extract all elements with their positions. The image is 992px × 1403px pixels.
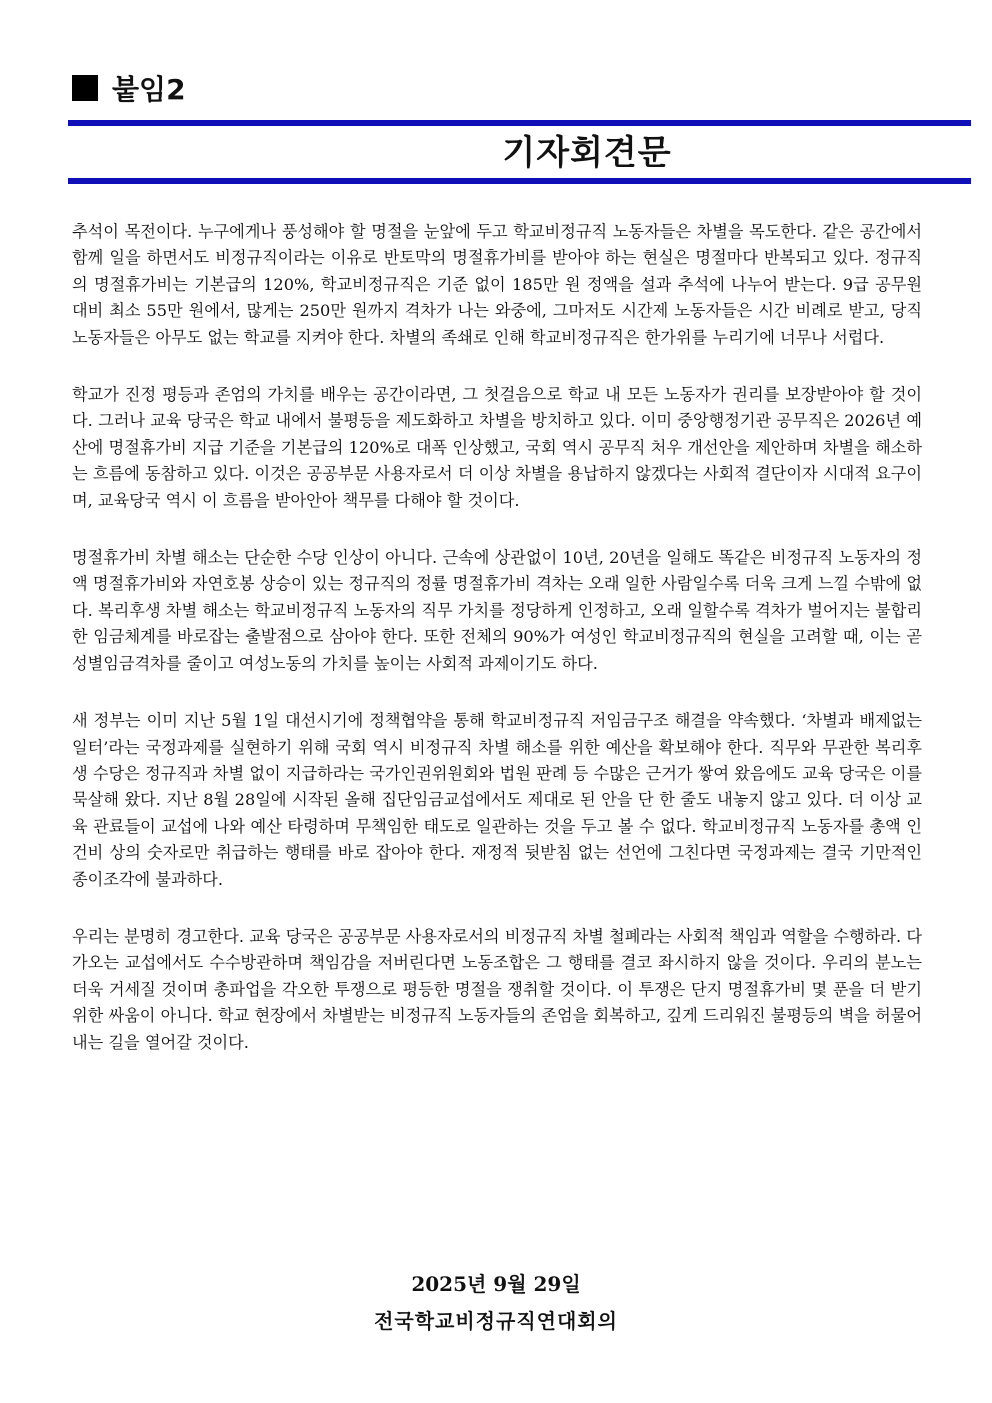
attachment-label: 붙임2 (112, 73, 186, 106)
paragraph-1: 추석이 목전이다. 누구에게나 풍성해야 할 명절을 눈앞에 두고 학교비정규직 노동자들은 차별을 목도한다. 같은 공간에서 함께 일을 하면서도 비정규직이라는 이유로 반토막의 명절휴가비를 받아야 하는 현실은 명절마다 반복되고 있다. 정규직의 명절휴가비는 기본급의 120%, 학교비정규직은 기준 없이 185만 원 정액을 설과 추석에 나누어 받는다. 9급 공무원 대비 최소 55만 원에서, 많게는 250만 원까지 격차가 나는 와중에, 그마저도 시간제 노동자들은 시간 비례로 받고, 당직 노동자들은 아무도 없는 학교를 지켜야 한다. 차별의 족쇄로 인해 학교비정규직은 한가위를 누리기에 너무나 서럽다. (72, 222, 922, 347)
attachment-heading (72, 68, 186, 108)
statement-body (72, 219, 922, 1087)
black-square-icon (72, 75, 98, 101)
statement-date: 2025년 9월 29일 (411, 1272, 581, 1296)
title-rule-top (68, 120, 971, 126)
paragraph-5: 우리는 분명히 경고한다. 교육 당국은 공공부문 사용자로서의 비정규직 차별 철폐라는 사회적 책임과 역할을 수행하라. 다가오는 교섭에서도 수수방관하며 책임감을 저버린다면 노동조합은 그 행태를 결코 좌시하지 않을 것이다. 우리의 분노는 더욱 거세질 것이며 총파업을 각오한 투쟁으로 평등한 명절을 쟁취할 것이다. 이 투쟁은 단지 명절휴가비 몇 푼을 더 받기 위한 싸움이 아니다. 학교 현장에서 차별받는 비정규직 노동자들의 존엄을 회복하고, 깊게 드리워진 불평등의 벽을 허물어내는 길을 열어갈 것이다. (72, 926, 922, 1052)
title-rule-bottom (68, 178, 971, 184)
document-title: 기자회견문 (502, 133, 672, 173)
paragraph-2: 학교가 진정 평등과 존엄의 가치를 배우는 공간이라면, 그 첫걸음으로 학교 내 모든 노동자가 권리를 보장받아야 할 것이다. 그러나 교육 당국은 학교 내에서 불평등을 제도화하고 차별을 방치하고 있다. 이미 중앙행정기관 공무직은 2026년 예산에 명절휴가비 지급 기준을 기본급의 120%로 대폭 인상했고, 국회 역시 공무직 처우 개선안을 제안하며 차별을 해소하는 흐름에 동참하고 있다. 이것은 공공부문 사용자로서 더 이상 차별을 용납하지 않겠다는 사회적 결단이자 시대적 요구이며, 교육당국 역시 이 흐름을 받아안아 책무를 다해야 할 것이다. (72, 385, 922, 510)
paragraph-4: 새 정부는 이미 지난 5월 1일 대선시기에 정책협약을 통해 학교비정규직 저임금구조 해결을 약속했다. ‘차별과 배제없는 일터’라는 국정과제를 실현하기 위해 국회 역시 비정규직 차별 해소를 위한 예산을 확보해야 한다. 직무와 무관한 복리후생 수당은 정규직과 차별 없이 지급하라는 국가인권위원회와 법원 판례 등 수많은 근거가 쌓여 왔음에도 교육 당국은 이를 묵살해 왔다. 지난 8월 28일에 시작된 올해 집단임금교섭에서도 제대로 된 안을 단 한 줄도 내놓지 않고 있다. 더 이상 교육 관료들이 교섭에 나와 예산 타령하며 무책임한 태도로 일관하는 것을 두고 볼 수 없다. 학교비정규직 노동자를 총액 인건비 상의 숫자로만 취급하는 행태를 바로 잡아야 한다. 재정적 뒷받침 없는 선언에 그친다면 국정과제는 결국 기만적인 종이조각에 불과하다. (72, 711, 922, 889)
issuing-organization: 전국학교비정규직연대회의 (374, 1309, 618, 1333)
paragraph-3: 명절휴가비 차별 해소는 단순한 수당 인상이 아니다. 근속에 상관없이 10년, 20년을 일해도 똑같은 비정규직 노동자의 정액 명절휴가비와 자연호봉 상승이 있는 정규직의 정률 명절휴가비 격차는 오래 일한 사람일수록 더욱 크게 느낄 수밖에 없다. 복리후생 차별 해소는 학교비정규직 노동자의 직무 가치를 정당하게 인정하고, 오래 일할수록 격차가 벌어지는 불합리한 임금체계를 바로잡는 출발점으로 삼아야 한다. 또한 전체의 90%가 여성인 학교비정규직의 현실을 고려할 때, 이는 곧 성별임금격차를 줄이고 여성노동의 가치를 높이는 사회적 과제이기도 하다. (72, 548, 922, 673)
